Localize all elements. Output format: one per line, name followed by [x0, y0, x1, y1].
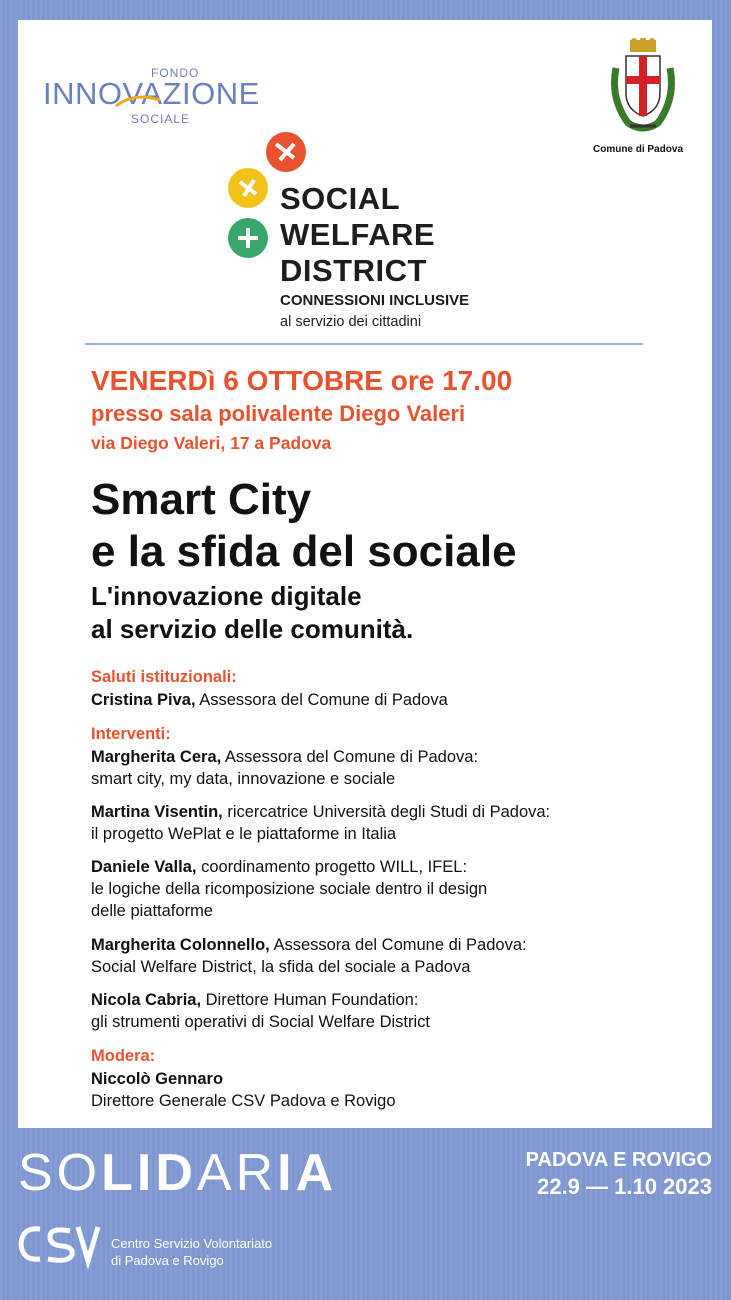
footer-region: PADOVA E ROVIGO [525, 1149, 712, 1171]
speaker-line [91, 858, 467, 877]
innovazione-logo-text: INNOVAZIONE [43, 76, 260, 111]
moderator-name: Niccolò Gennaro [91, 1070, 224, 1088]
comune-label: Comune di Padova [592, 144, 683, 155]
event-date: VENERDì 6 OTTOBRE ore 17.00 [91, 365, 513, 396]
speaker-line [91, 748, 478, 767]
speaker-role: ricercatrice Università degli Studi di Padova: [222, 803, 551, 821]
speaker-topic: smart city, my data, innovazione e sociale [91, 770, 396, 788]
speaker-name: Nicola Cabria, [91, 991, 202, 1009]
event-title-line1: Smart City [91, 475, 312, 524]
innovazione-logo-sociale: SOCIALE [131, 112, 191, 126]
solidaria-part: LID [101, 1144, 197, 1202]
poster-card [18, 20, 712, 1128]
speaker-topic: il progetto WePlat e le piattaforme in Italia [91, 825, 397, 843]
saluti-name: Cristina Piva, [91, 691, 196, 709]
csv-name-line1: Centro Servizio Volontariato [111, 1236, 273, 1251]
speaker-name: Margherita Colonnello, [91, 936, 270, 954]
speaker-line [91, 803, 550, 822]
solidaria-logo [18, 1143, 337, 1203]
footer-dates: 22.9 — 1.10 2023 [537, 1174, 712, 1199]
solidaria-part: SO [18, 1144, 102, 1202]
event-title-line2: e la sfida del sociale [91, 527, 517, 576]
speaker-topic: delle piattaforme [91, 902, 213, 920]
speaker-name: Margherita Cera, [91, 748, 222, 766]
speaker-name: Daniele Valla, [91, 858, 197, 876]
swd-subtitle-bold: CONNESSIONI INCLUSIVE [280, 292, 470, 309]
modera-heading: Modera: [91, 1047, 156, 1065]
event-address: via Diego Valeri, 17 a Padova [91, 433, 332, 453]
speaker-topic: Social Welfare District, la sfida del sociale a Padova [91, 958, 471, 976]
swd-title-line3: DISTRICT [280, 253, 427, 288]
event-subtitle-line2: al servizio delle comunità. [91, 614, 414, 644]
solidaria-part: AR [196, 1144, 278, 1202]
swd-title-line2: WELFARE [280, 217, 436, 252]
speaker-name: Martina Visentin, [91, 803, 223, 821]
speaker-line [91, 936, 527, 955]
event-subtitle-line1: L'innovazione digitale [91, 581, 362, 611]
csv-logo-icon [16, 1219, 102, 1269]
event-place: presso sala polivalente Diego Valeri [91, 401, 466, 426]
solidaria-part: IA [277, 1144, 338, 1202]
saluti-line [91, 691, 448, 710]
speaker-role: Assessora del Comune di Padova: [269, 936, 527, 954]
swd-title-line1: SOCIAL [280, 181, 401, 216]
csv-name-line2: di Padova e Rovigo [111, 1253, 224, 1268]
speaker-role: Assessora del Comune di Padova: [221, 748, 479, 766]
coat-of-arms-icon [608, 38, 678, 138]
innovazione-swoosh-icon [114, 90, 164, 110]
saluti-role: Assessora del Comune di Padova [195, 691, 448, 709]
moderator-role: Direttore Generale CSV Padova e Rovigo [91, 1092, 396, 1110]
saluti-heading: Saluti istituzionali: [91, 668, 237, 686]
speaker-line [91, 991, 418, 1010]
interventi-heading: Interventi: [91, 725, 171, 743]
speaker-role: Direttore Human Foundation: [201, 991, 419, 1009]
innovazione-logo-fondo: FONDO [151, 66, 200, 80]
speaker-topic: gli strumenti operativi di Social Welfare District [91, 1013, 430, 1031]
speaker-topic: le logiche della ricomposizione sociale dentro il design [91, 880, 488, 898]
speaker-role: coordinamento progetto WILL, IFEL: [196, 858, 468, 876]
divider [85, 343, 643, 345]
swd-subtitle: al servizio dei cittadini [280, 314, 422, 330]
